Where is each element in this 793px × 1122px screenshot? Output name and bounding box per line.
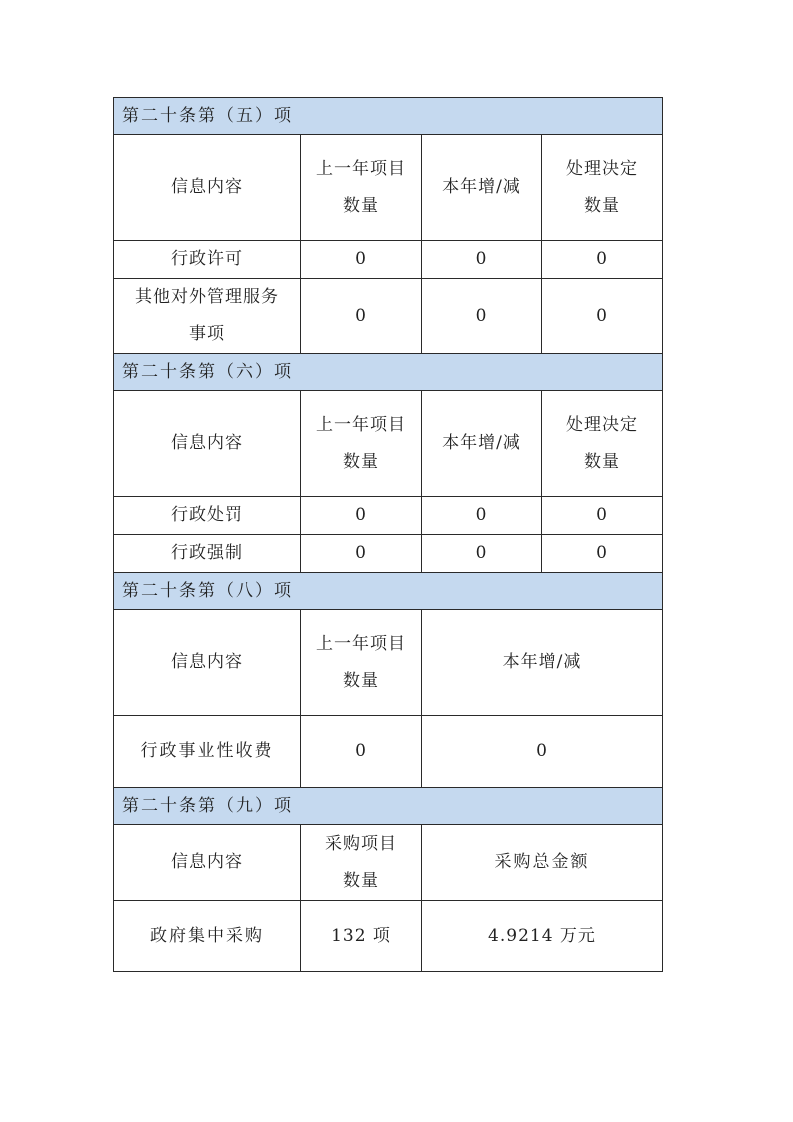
section-title: 第二十条第（八）项 bbox=[114, 573, 663, 610]
section-title: 第二十条第（五）项 bbox=[114, 98, 663, 135]
section-title: 第二十条第（六）项 bbox=[114, 354, 663, 391]
decision-value: 0 bbox=[542, 279, 663, 354]
header-year-change: 本年增/减 bbox=[422, 135, 542, 241]
prev-year-value: 0 bbox=[301, 279, 422, 354]
purchase-count-value: 132 项 bbox=[301, 901, 422, 972]
header-prev-year-count: 上一年项目 数量 bbox=[301, 135, 422, 241]
change-value: 0 bbox=[422, 279, 542, 354]
prev-year-value: 0 bbox=[301, 497, 422, 535]
change-value: 0 bbox=[422, 716, 663, 788]
header-info-content: 信息内容 bbox=[114, 135, 301, 241]
purchase-amount-value: 4.9214 万元 bbox=[422, 901, 663, 972]
header-info-content: 信息内容 bbox=[114, 610, 301, 716]
row-label: 其他对外管理服务 事项 bbox=[114, 279, 301, 354]
decision-value: 0 bbox=[542, 241, 663, 279]
header-year-change: 本年增/减 bbox=[422, 610, 663, 716]
header-info-content: 信息内容 bbox=[114, 825, 301, 901]
disclosure-table bbox=[113, 97, 663, 972]
row-label: 政府集中采购 bbox=[114, 901, 301, 972]
row-label: 行政处罚 bbox=[114, 497, 301, 535]
header-decision-count: 处理决定 数量 bbox=[542, 391, 663, 497]
decision-value: 0 bbox=[542, 497, 663, 535]
header-prev-year-count: 上一年项目 数量 bbox=[301, 391, 422, 497]
decision-value: 0 bbox=[542, 535, 663, 573]
header-purchase-count: 采购项目 数量 bbox=[301, 825, 422, 901]
prev-year-value: 0 bbox=[301, 716, 422, 788]
header-purchase-amount: 采购总金额 bbox=[422, 825, 663, 901]
change-value: 0 bbox=[422, 241, 542, 279]
prev-year-value: 0 bbox=[301, 535, 422, 573]
row-label: 行政强制 bbox=[114, 535, 301, 573]
row-label: 行政许可 bbox=[114, 241, 301, 279]
header-decision-count: 处理决定 数量 bbox=[542, 135, 663, 241]
section-title: 第二十条第（九）项 bbox=[114, 788, 663, 825]
header-year-change: 本年增/减 bbox=[422, 391, 542, 497]
row-label: 行政事业性收费 bbox=[114, 716, 301, 788]
change-value: 0 bbox=[422, 535, 542, 573]
prev-year-value: 0 bbox=[301, 241, 422, 279]
header-info-content: 信息内容 bbox=[114, 391, 301, 497]
header-prev-year-count: 上一年项目 数量 bbox=[301, 610, 422, 716]
change-value: 0 bbox=[422, 497, 542, 535]
